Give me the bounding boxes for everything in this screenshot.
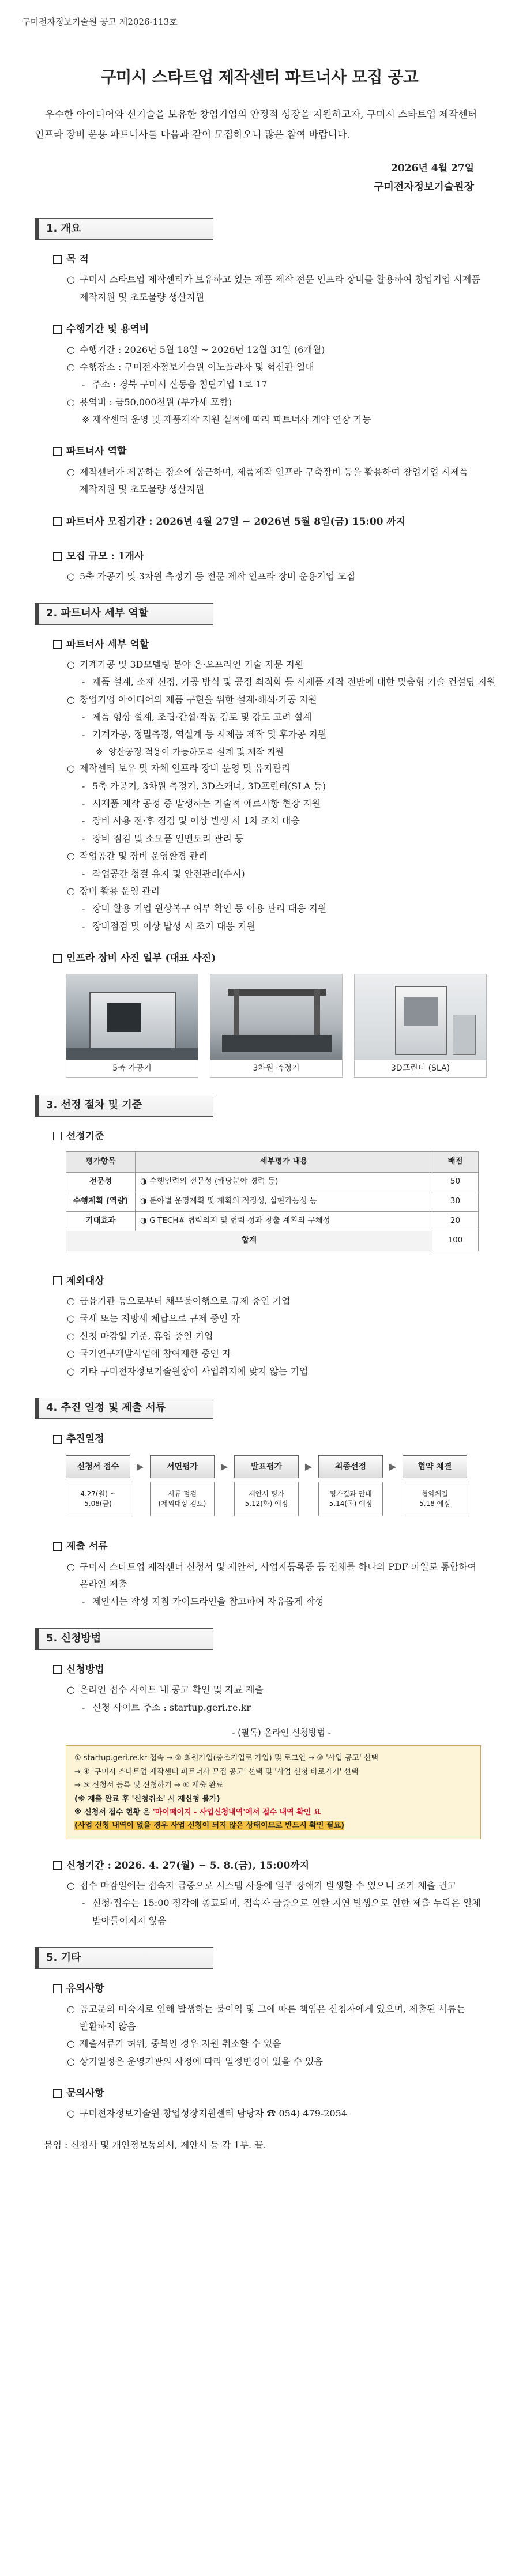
list-subitem: - 주소 : 경북 구미시 산동읍 첨단기업 1로 17 <box>82 379 268 390</box>
list-subitem: - 신청 사이트 주소 : startup.geri.re.kr <box>82 1701 251 1713</box>
list-item: ○ 용역비 : 금50,000천원 (부가세 포함) <box>67 396 232 408</box>
list-item: ○ 공고문의 미숙지로 인해 발생하는 불이익 및 그에 따른 책임은 신청자에게 있으며, 제출된 서류는 반환하지 않음 <box>67 2003 465 2032</box>
subheading-exclusion: 제외대상 <box>53 1272 497 1290</box>
section-header-overview: 1. 개요 <box>35 218 213 240</box>
list-item: ○ 구미시 스타트업 제작센터 신청서 및 제안서, 사업자등록증 등 전체를 하나의 PDF 파일로 통합하여 온라인 제출 <box>67 1561 477 1590</box>
list-subitem: - 작업공간 청결 유지 및 안전관리(수시) <box>82 868 245 879</box>
announcement-date: 2026년 4월 27일 <box>391 163 474 175</box>
flow-step: 신청서 접수 4.27(월) ~ 5.08(금) <box>66 1455 130 1516</box>
table-row: 기대효과 ◑ G-TECH# 협력의지 및 협력 성과 창출 계획의 구체성 20 <box>66 1211 479 1231</box>
list-item: ○ 구미전자정보기술원 창업성장지원센터 담당자 ☎ 054) 479-2054 <box>67 2108 347 2119</box>
page-title: 구미시 스타트업 제작센터 파트너사 모집 공고 <box>100 67 419 86</box>
flow-step: 서면평가 서류 점검 (제외대상 검토) <box>150 1455 215 1516</box>
section-header-application: 5. 신청방법 <box>35 1628 213 1650</box>
table-row: 수행계획 (역량) ◑ 분야별 운영계획 및 계획의 적정성, 실현가능성 등 30 <box>66 1192 479 1211</box>
list-subitem: - 장비점검 및 이상 발생 시 조기 대응 지원 <box>82 920 255 932</box>
table-total-row: 합계 100 <box>66 1231 479 1251</box>
subheading-role: 파트너사 역할 <box>53 442 497 461</box>
list-item: ○ 금융기관 등으로부터 채무불이행으로 규제 중인 기업 <box>67 1295 291 1307</box>
section-header-schedule: 4. 추진 일정 및 제출 서류 <box>35 1398 213 1419</box>
subheading-recruit-period: 파트너사 모집기간 : 2026년 4월 27일 ~ 2026년 5월 8일(금) 15:00 까지 <box>53 513 497 531</box>
online-guide-title: - (필독) 온라인 신청방법 - <box>231 1727 331 1738</box>
list-subitem: - 제품 설계, 소재 선정, 가공 방식 및 공정 최적화 등 시제품 제작 전반에 대한 맞춤형 기술 컨설팅 지원 <box>82 676 496 688</box>
subheading-contact: 문의사항 <box>53 2084 497 2103</box>
list-item: ○ 기계가공 및 3D모델링 분야 온·오프라인 기술 자문 지원 <box>67 658 304 670</box>
intro-paragraph: 우수한 아이디어와 신기술을 보유한 창업기업의 안정적 성장을 지원하고자, 구미시 스타트업 제작센터 인프라 장비 운용 파트너사를 다음과 같이 모집하오니 많은 참여 바랍니다. <box>35 108 477 141</box>
subheading-app-period: 신청기간 : 2026. 4. 27(월) ~ 5. 8.(금), 15:00까지 <box>53 1856 497 1875</box>
subheading-documents: 제출 서류 <box>53 1537 497 1556</box>
subheading-criteria: 선정기준 <box>53 1127 497 1146</box>
list-item: ○ 접수 마감일에는 접속자 급증으로 시스템 사용에 일부 장애가 발생할 수 있으니 조기 제출 권고 <box>67 1880 457 1892</box>
schedule-flow <box>66 1455 497 1516</box>
list-item: ○ 상기일정은 운영기관의 사정에 따라 일정변경이 있을 수 있음 <box>67 2055 324 2067</box>
arrow-right-icon: ▶ <box>136 1461 144 1472</box>
list-subitem: - 제안서는 작성 지침 가이드라인을 참고하여 자유롭게 작성 <box>82 1596 324 1607</box>
list-item: ○ 기타 구미전자정보기술원장이 사업취지에 맞지 않는 기업 <box>67 1365 309 1377</box>
section-header-etc: 5. 기타 <box>35 1947 213 1969</box>
flow-step: 최종선정 평가결과 안내 5.14(목) 예정 <box>318 1455 383 1516</box>
list-subitem: - 시제품 제작 공정 중 발생하는 기술적 애로사항 현장 지원 <box>82 798 321 809</box>
section-header-roles: 2. 파트너사 세부 역할 <box>35 603 213 625</box>
list-item: ○ 수행장소 : 구미전자정보기술원 이노플라자 및 혁신관 일대 <box>67 361 314 372</box>
subheading-scale: 모집 규모 : 1개사 <box>53 547 497 566</box>
table-header: 평가항목 <box>66 1151 136 1172</box>
list-item: ○ 제작센터 보유 및 자체 인프라 장비 운영 및 유지관리 <box>67 763 291 774</box>
list-item: ○ 장비 활용 운영 관리 <box>67 886 160 897</box>
list-item: ○ 창업기업 아이디어의 제품 구현을 위한 설계·해석·가공 지원 <box>67 694 317 705</box>
issuing-organization: 구미전자정보기술원장 <box>374 180 474 193</box>
subheading-schedule: 추진일정 <box>53 1430 497 1448</box>
list-subitem: - 신청·접수는 15:00 정각에 종료되며, 접속자 급증으로 인한 지연 발생으로 인한 제출 누락은 일체 받아들이지지 않음 <box>82 1897 481 1926</box>
photo-cmm: 3차원 측정기 <box>210 974 343 1078</box>
list-subitem: - 기계가공, 정밀측정, 역설계 등 시제품 제작 및 후가공 지원 <box>82 729 327 740</box>
subheading-purpose: 목 적 <box>53 250 497 269</box>
list-item: ○ 제출서류가 허위, 중복인 경우 지원 취소할 수 있음 <box>67 2038 281 2050</box>
list-item: ○ 작업공간 및 장비 운영환경 관리 <box>67 850 208 862</box>
section-header-selection: 3. 선정 절차 및 기준 <box>35 1095 213 1117</box>
subheading-period: 수행기간 및 용역비 <box>53 320 497 338</box>
subheading-method: 신청방법 <box>53 1660 497 1679</box>
list-subitem: - 5축 가공기, 3차원 측정기, 3D스캐너, 3D프린터(SLA 등) <box>82 780 326 792</box>
list-item: ○ 국세 또는 지방세 체납으로 규제 중인 자 <box>67 1313 240 1324</box>
list-item: ○ 국가연구개발사업에 참여제한 중인 자 <box>67 1348 231 1359</box>
list-subitem: - 장비 활용 기업 원상복구 여부 확인 등 이용 관리 대응 지원 <box>82 903 327 914</box>
subheading-notes: 유의사항 <box>53 1979 497 1998</box>
flow-step: 발표평가 제안서 평가 5.12(화) 예정 <box>234 1455 299 1516</box>
list-item: ○ 온라인 접수 사이트 내 공고 확인 및 자료 제출 <box>67 1684 264 1696</box>
flow-step: 협약 체결 협약체결 5.18 예정 <box>403 1455 467 1516</box>
list-item: ○ 신청 마감일 기준, 휴업 중인 기업 <box>67 1330 213 1342</box>
list-item: ○ 구미시 스타트업 제작센터가 보유하고 있는 제품 제작 전문 인프라 장비를 활용하여 창업기업 시제품 제작지원 및 초도물량 생산지원 <box>67 274 480 303</box>
table-header: 배점 <box>432 1151 479 1172</box>
photo-3d-printer: 3D프린터 (SLA) <box>354 974 487 1078</box>
list-item: ○ 제작센터가 제공하는 장소에 상근하며, 제품제작 인프라 구축장비 등을 활용하여 창업기업 시제품 제작지원 및 초도물량 생산지원 <box>67 466 469 495</box>
list-subitem: - 장비 점검 및 소모품 인벤토리 관리 등 <box>82 833 244 844</box>
criteria-table <box>66 1151 479 1251</box>
equipment-photos <box>66 974 497 1078</box>
document-number: 구미전자정보기술원 공고 제2026-113호 <box>22 17 178 27</box>
table-header: 세부평가 내용 <box>136 1151 432 1172</box>
arrow-right-icon: ▶ <box>220 1461 228 1472</box>
list-note: ※ 제작센터 운영 및 제품제작 지원 실적에 따라 파트너사 계약 연장 가능 <box>82 414 371 425</box>
list-subitem: - 제품 형상 설계, 조립·간섭·작동 검토 및 강도 고려 설계 <box>82 711 312 723</box>
arrow-right-icon: ▶ <box>304 1461 313 1472</box>
list-item: ○ 수행기간 : 2026년 5월 18일 ~ 2026년 12월 31일 (6개월) <box>67 344 325 355</box>
arrow-right-icon: ▶ <box>389 1461 397 1472</box>
photo-5axis-machine: 5축 가공기 <box>66 974 198 1078</box>
list-note: ※ 양산공정 적용이 가능하도록 설계 및 제작 지원 <box>96 746 284 757</box>
list-item: ○ 5축 가공기 및 3차원 측정기 등 전문 제작 인프라 장비 운용기업 모집 <box>67 571 356 582</box>
subheading-photos: 인프라 장비 사진 일부 (대표 사진) <box>53 949 497 967</box>
online-guide-box: ① startup.geri.re.kr 접속 → ② 회원가입(중소기업로 가입) 및 로그인 → ③ '사업 공고' 선택 → ④ '구미시 스타트업 제작센터 파트너사 모집 공고' 선택 및 '사업 신청 바로가기' 선택 → ⑤ 신청서 등록 및 신청하기 → ⑥ 제출 완료 (※ 제출 완료 후 '신청취소' 시 재신청 불가) ※ 신청서 접수 현황 은 '마이페이지 - 사업신청내역'에서 접수 내역 확인 요 (사업 신청 내역이 없을 경우 사업 신청이 되지 않은 상태이므로 반드시 확인 필요) <box>66 1745 481 1839</box>
list-subitem: - 장비 사용 전·후 점검 및 이상 발생 시 1차 조치 대응 <box>82 815 300 827</box>
table-row: 전문성 ◑ 수행인력의 전문성 (해당분야 경력 등) 50 <box>66 1172 479 1192</box>
attachment-note: 붙임 : 신청서 및 개인정보동의서, 제안서 등 각 1부. 끝. <box>44 2139 266 2151</box>
subheading-detail-role: 파트너사 세부 역할 <box>53 635 497 654</box>
